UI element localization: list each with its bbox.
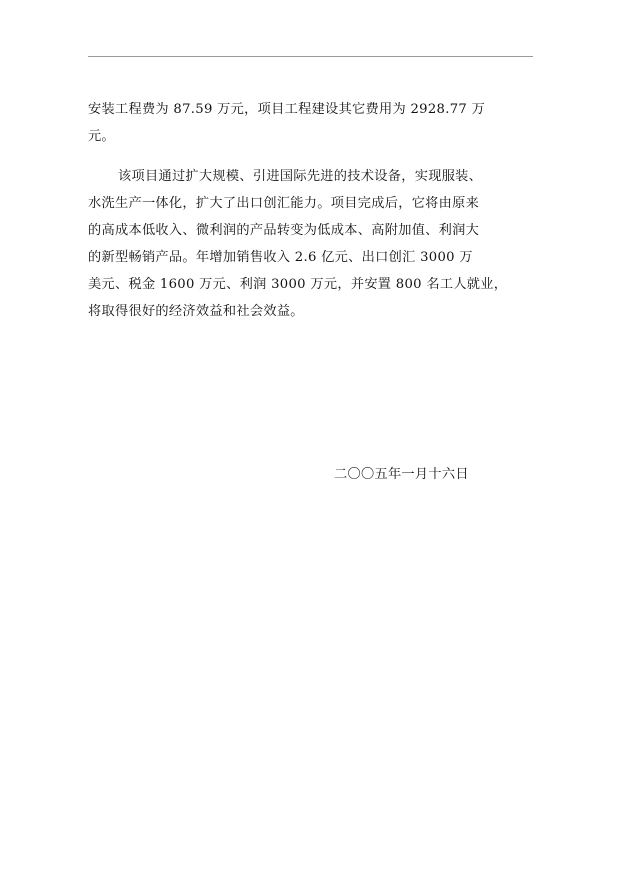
paragraph-2-line-2: 水洗生产一体化，扩大了出口创汇能力。项目完成后，它将由原来	[88, 196, 480, 211]
header-rule	[88, 56, 533, 57]
paragraph-2-line-6: 将取得很好的经济效益和社会效益。	[88, 304, 304, 319]
paragraph-2-line-1: 该项目通过扩大规模、引进国际先进的技术设备，实现服装、	[118, 169, 483, 184]
paragraph-2-line-4: 的新型畅销产品。年增加销售收入 2.6 亿元、出口创汇 3000 万	[88, 250, 473, 265]
paragraph-2-line-5: 美元、税金 1600 万元、利润 3000 万元，并安置 800 名工人就业，	[88, 277, 508, 292]
document-body	[88, 96, 540, 325]
paragraph-1-line-1: 安装工程费为 87.59 万元，项目工程建设其它费用为 2928.77 万	[88, 102, 486, 117]
paragraph-1-line-2: 元。	[88, 129, 115, 144]
paragraph-2-line-3: 的高成本低收入、微利润的产品转变为低成本、高附加值、利润大	[88, 223, 480, 238]
document-date: 二〇〇五年一月十六日	[334, 467, 469, 482]
